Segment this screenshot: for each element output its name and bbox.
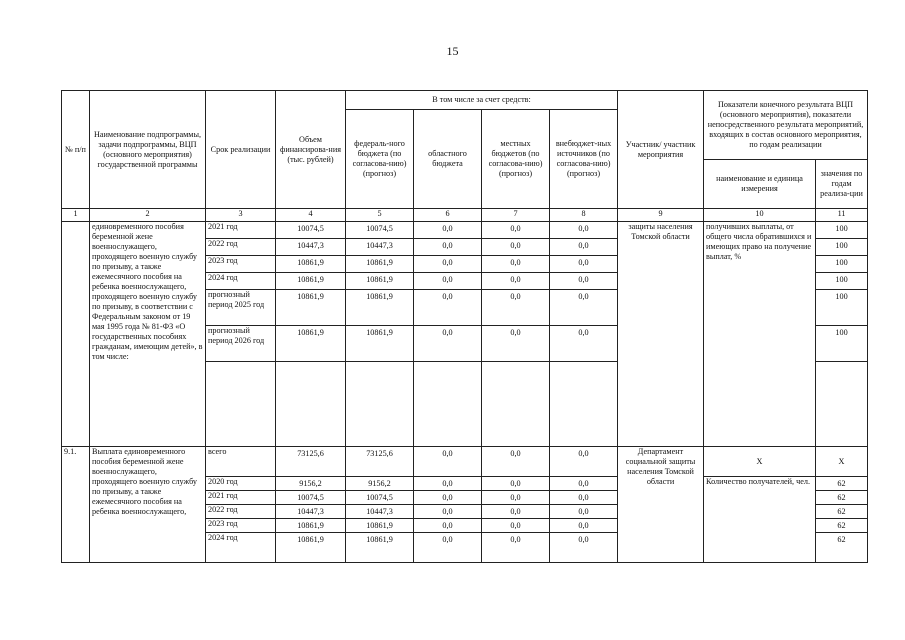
page-number: 15 bbox=[446, 44, 459, 58]
row-number: 9.1. bbox=[62, 447, 90, 563]
total-cell: 10861,9 bbox=[276, 256, 346, 273]
extrabudget-cell: 0,0 bbox=[550, 533, 618, 563]
federal-cell: 9156,2 bbox=[346, 477, 414, 491]
local-cell: 0,0 bbox=[482, 477, 550, 491]
total-cell: 10861,9 bbox=[276, 326, 346, 362]
participant-cell: защиты населения Томской области bbox=[618, 222, 704, 447]
regional-cell: 0,0 bbox=[414, 491, 482, 505]
period-cell: 2021 год bbox=[206, 222, 276, 239]
period-cell: 2022 год bbox=[206, 505, 276, 519]
column-number: 4 bbox=[276, 209, 346, 222]
federal-cell: 10861,9 bbox=[346, 533, 414, 563]
regional-cell: 0,0 bbox=[414, 477, 482, 491]
local-cell: 0,0 bbox=[482, 239, 550, 256]
empty-cell bbox=[816, 362, 868, 447]
indicator-value: 100 bbox=[816, 326, 868, 362]
period-cell: прогнозный период 2025 год bbox=[206, 290, 276, 326]
regional-cell: 0,0 bbox=[414, 505, 482, 519]
header-col-2: Наименование подпрограммы, задачи подпрограммы, ВЦП (основного мероприятия) государственной программы bbox=[90, 91, 206, 209]
local-cell: 0,0 bbox=[482, 491, 550, 505]
header-col-8: внебюджет-ных источников (по согласова-нию) (прогноз) bbox=[550, 110, 618, 209]
regional-cell: 0,0 bbox=[414, 256, 482, 273]
extrabudget-cell: 0,0 bbox=[550, 477, 618, 491]
indicator-value: 62 bbox=[816, 477, 868, 491]
indicator-name: получивших выплаты, от общего числа обратившихся и имеющих право на получение выплат, % bbox=[704, 222, 816, 447]
local-cell: 0,0 bbox=[482, 533, 550, 563]
indicator-value: 100 bbox=[816, 256, 868, 273]
extrabudget-cell: 0,0 bbox=[550, 290, 618, 326]
local-cell: 0,0 bbox=[482, 519, 550, 533]
indicator-value: 100 bbox=[816, 290, 868, 326]
federal-cell: 10861,9 bbox=[346, 519, 414, 533]
indicator-value: 62 bbox=[816, 505, 868, 519]
column-number: 6 bbox=[414, 209, 482, 222]
header-col-3: Срок реализации bbox=[206, 91, 276, 209]
total-cell: 10861,9 bbox=[276, 273, 346, 290]
header-results-group: Показатели конечного результата ВЦП (основного мероприятия), показатели непосредственного результата мероприятий, входящих в состав основного мероприятия, по годам реализации bbox=[704, 91, 868, 160]
column-number: 7 bbox=[482, 209, 550, 222]
regional-cell: 0,0 bbox=[414, 222, 482, 239]
federal-cell: 73125,6 bbox=[346, 447, 414, 477]
local-cell: 0,0 bbox=[482, 505, 550, 519]
total-cell: 10447,3 bbox=[276, 239, 346, 256]
period-cell: 2024 год bbox=[206, 273, 276, 290]
total-cell: 10861,9 bbox=[276, 519, 346, 533]
participant-cell: Департамент социальной защиты населения Томской области bbox=[618, 447, 704, 563]
federal-cell: 10861,9 bbox=[346, 273, 414, 290]
activity-name: единовременного пособия беременной жене военнослужащего, проходящего военную службу по призыву, а также ежемесячного пособия на ребенка военнослужащего, проходящего военную службу по призыву, в соответствии с Федеральным законом от 19 мая 1995 года № 81-ФЗ «О государственных пособиях гражданам, имеющим детей», в том числе: bbox=[90, 222, 206, 447]
indicator-value: 62 bbox=[816, 533, 868, 563]
local-cell: 0,0 bbox=[482, 447, 550, 477]
header-col-7: местных бюджетов (по согласова-нию) (прогноз) bbox=[482, 110, 550, 209]
indicator-value: 62 bbox=[816, 519, 868, 533]
regional-cell: 0,0 bbox=[414, 326, 482, 362]
header-col-5: федераль-ного бюджета (по согласова-нию) (прогноз) bbox=[346, 110, 414, 209]
local-cell: 0,0 bbox=[482, 290, 550, 326]
extrabudget-cell: 0,0 bbox=[550, 222, 618, 239]
column-number: 8 bbox=[550, 209, 618, 222]
period-cell: всего bbox=[206, 447, 276, 477]
empty-cell bbox=[482, 362, 550, 447]
indicator-value: 100 bbox=[816, 222, 868, 239]
program-table bbox=[61, 90, 868, 563]
regional-cell: 0,0 bbox=[414, 239, 482, 256]
local-cell: 0,0 bbox=[482, 256, 550, 273]
period-cell: 2023 год bbox=[206, 256, 276, 273]
period-cell: 2022 год bbox=[206, 239, 276, 256]
federal-cell: 10074,5 bbox=[346, 491, 414, 505]
regional-cell: 0,0 bbox=[414, 519, 482, 533]
header-col-11: значения по годам реализа-ции bbox=[816, 160, 868, 209]
regional-cell: 0,0 bbox=[414, 290, 482, 326]
header-col-10: наименование и единица измерения bbox=[704, 160, 816, 209]
column-number: 1 bbox=[62, 209, 90, 222]
period-cell: 2023 год bbox=[206, 519, 276, 533]
federal-cell: 10861,9 bbox=[346, 256, 414, 273]
total-cell: 9156,2 bbox=[276, 477, 346, 491]
total-cell: 10447,3 bbox=[276, 505, 346, 519]
column-number: 3 bbox=[206, 209, 276, 222]
empty-cell bbox=[346, 362, 414, 447]
federal-cell: 10447,3 bbox=[346, 505, 414, 519]
header-funds-group: В том числе за счет средств: bbox=[346, 91, 618, 110]
extrabudget-cell: 0,0 bbox=[550, 256, 618, 273]
indicator-value: 100 bbox=[816, 273, 868, 290]
table-row bbox=[62, 222, 868, 239]
indicator-x: Х bbox=[704, 447, 816, 477]
period-cell: прогнозный период 2026 год bbox=[206, 326, 276, 362]
indicator-value-x: Х bbox=[816, 447, 868, 477]
activity-name: Выплата единовременного пособия беременной жене военнослужащего, проходящего военную службу по призыву, а также ежемесячного пособия на ребенка военнослужащего, bbox=[90, 447, 206, 563]
header-col-6: областного бюджета bbox=[414, 110, 482, 209]
column-number: 10 bbox=[704, 209, 816, 222]
extrabudget-cell: 0,0 bbox=[550, 519, 618, 533]
federal-cell: 10861,9 bbox=[346, 290, 414, 326]
extrabudget-cell: 0,0 bbox=[550, 273, 618, 290]
column-number: 11 bbox=[816, 209, 868, 222]
indicator-name: Количество получателей, чел. bbox=[704, 477, 816, 563]
total-cell: 10074,5 bbox=[276, 491, 346, 505]
empty-cell bbox=[550, 362, 618, 447]
regional-cell: 0,0 bbox=[414, 533, 482, 563]
federal-cell: 10447,3 bbox=[346, 239, 414, 256]
extrabudget-cell: 0,0 bbox=[550, 491, 618, 505]
total-cell: 10074,5 bbox=[276, 222, 346, 239]
column-number: 2 bbox=[90, 209, 206, 222]
header-col-4: Объем финансирова-ния (тыс. рублей) bbox=[276, 91, 346, 209]
local-cell: 0,0 bbox=[482, 222, 550, 239]
total-cell: 73125,6 bbox=[276, 447, 346, 477]
table-row bbox=[62, 447, 868, 477]
regional-cell: 0,0 bbox=[414, 273, 482, 290]
federal-cell: 10861,9 bbox=[346, 326, 414, 362]
period-cell: 2024 год bbox=[206, 533, 276, 563]
header-col-9: Участник/ участник мероприятия bbox=[618, 91, 704, 209]
federal-cell: 10074,5 bbox=[346, 222, 414, 239]
period-cell: 2021 год bbox=[206, 491, 276, 505]
empty-cell bbox=[276, 362, 346, 447]
extrabudget-cell: 0,0 bbox=[550, 239, 618, 256]
header-col-1: № п/п bbox=[62, 91, 90, 209]
total-cell: 10861,9 bbox=[276, 290, 346, 326]
column-number: 5 bbox=[346, 209, 414, 222]
row-number bbox=[62, 222, 90, 447]
column-number: 9 bbox=[618, 209, 704, 222]
empty-cell bbox=[206, 362, 276, 447]
empty-cell bbox=[414, 362, 482, 447]
indicator-value: 62 bbox=[816, 491, 868, 505]
period-cell: 2020 год bbox=[206, 477, 276, 491]
local-cell: 0,0 bbox=[482, 273, 550, 290]
extrabudget-cell: 0,0 bbox=[550, 447, 618, 477]
local-cell: 0,0 bbox=[482, 326, 550, 362]
column-numbers-row bbox=[62, 209, 868, 222]
extrabudget-cell: 0,0 bbox=[550, 505, 618, 519]
total-cell: 10861,9 bbox=[276, 533, 346, 563]
extrabudget-cell: 0,0 bbox=[550, 326, 618, 362]
indicator-value: 100 bbox=[816, 239, 868, 256]
regional-cell: 0,0 bbox=[414, 447, 482, 477]
